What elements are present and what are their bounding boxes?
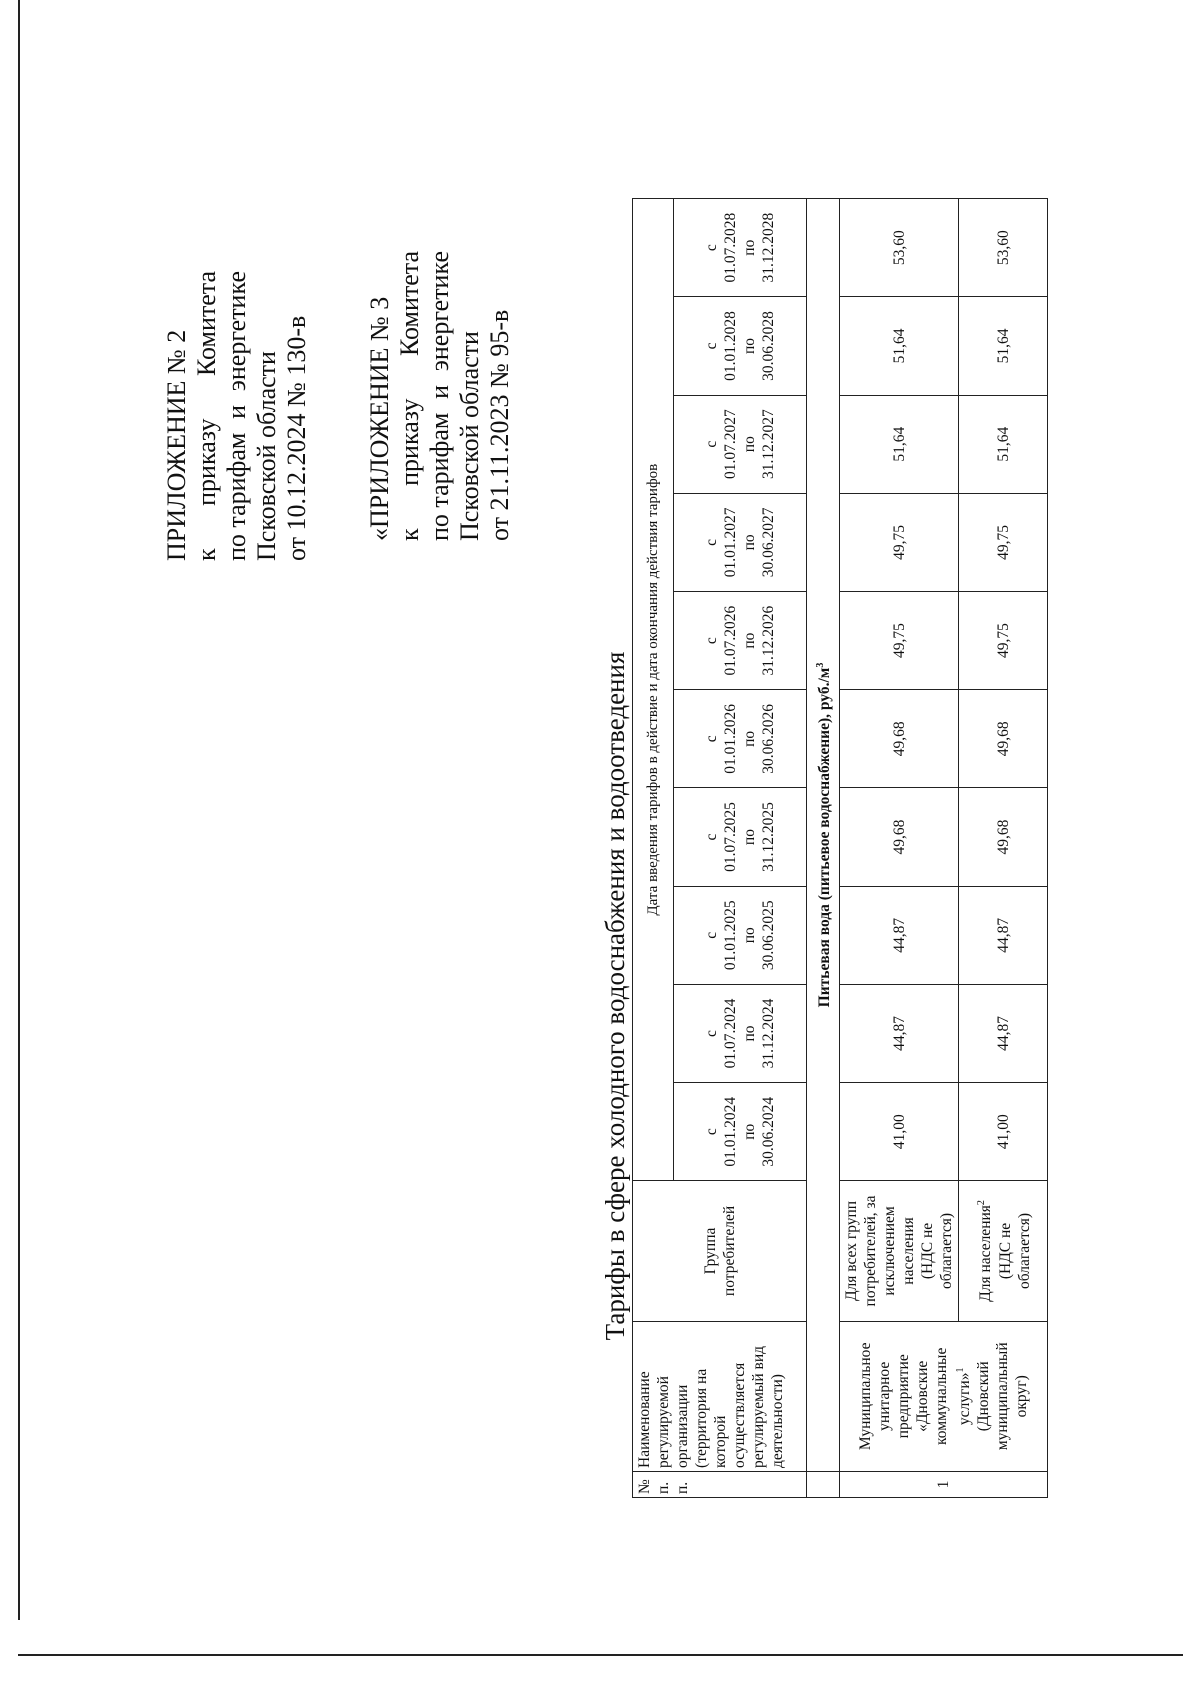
table-row <box>840 199 959 1498</box>
tariff-value: 49,68 <box>840 690 959 788</box>
period-header: с 01.07.2027 по 31.12.2027 <box>674 395 807 493</box>
tariff-value: 44,87 <box>959 886 1048 984</box>
appendix-previous-line4: от 21.11.2023 № 95-в <box>485 309 514 541</box>
tariff-value: 51,64 <box>959 395 1048 493</box>
header-dates: Дата введения тарифов в действие и дата окончания действия тарифов <box>633 199 674 1181</box>
appendix-previous-block <box>365 251 515 541</box>
period-header: с 01.07.2025 по 31.12.2025 <box>674 788 807 886</box>
period-header: с 01.01.2027 по 30.06.2027 <box>674 493 807 591</box>
tariff-value: 49,75 <box>840 493 959 591</box>
appendix-previous-title: «ПРИЛОЖЕНИЕ № 3 <box>365 296 394 541</box>
header-no: № п. п. <box>633 1471 807 1497</box>
tariff-value: 44,87 <box>840 886 959 984</box>
appendix-current-line3: Псковской области <box>252 351 281 561</box>
header-group: Группа потребителей <box>633 1181 807 1321</box>
tariff-value: 51,64 <box>840 297 959 395</box>
tariff-value: 41,00 <box>959 1083 1048 1181</box>
appendix-previous-line1: к приказу Комитета <box>395 251 424 541</box>
tariff-value: 49,68 <box>959 788 1048 886</box>
appendix-current-line4: от 10.12.2024 № 130-в <box>282 315 311 561</box>
table-row <box>959 199 1048 1498</box>
period-header: с 01.01.2026 по 30.06.2026 <box>674 690 807 788</box>
period-header: с 01.07.2024 по 31.12.2024 <box>674 984 807 1082</box>
appendix-current-line2: по тарифам и энергетике <box>222 271 251 561</box>
group-cell: Для населения$^2$ (НДС не облагается) <box>959 1181 1048 1321</box>
organization-cell: Муниципальное унитарное предприятие «Дновские коммунальные услуги»$^1$ (Дновский муниципальный округ) <box>840 1321 1048 1471</box>
tariff-value: 49,68 <box>840 788 959 886</box>
period-header: с 01.01.2028 по 30.06.2028 <box>674 297 807 395</box>
tariff-value: 53,60 <box>840 199 959 297</box>
tariff-value: 41,00 <box>840 1083 959 1181</box>
section-label: Питьевая вода (питьевое водоснабжение), $руб./м^3$ <box>807 199 840 1472</box>
appendix-current-line1: к приказу Комитета <box>192 271 221 561</box>
appendix-previous-line2: по тарифам и энергетике <box>425 251 454 541</box>
appendix-current-title: ПРИЛОЖЕНИЕ № 2 <box>162 329 191 561</box>
tariff-value: 44,87 <box>959 984 1048 1082</box>
period-header: с 01.07.2026 по 31.12.2026 <box>674 592 807 690</box>
tariff-value: 49,75 <box>959 592 1048 690</box>
header-organization: Наименование регулируемой организации (территория на которой осуществляется регулируемый вид деятельности) <box>633 1321 807 1471</box>
section-spacer <box>807 1471 840 1497</box>
appendix-current-block <box>162 271 312 561</box>
tariff-value: 53,60 <box>959 199 1048 297</box>
group-cell: Для всех групп потребителей, за исключением населения (НДС не облагается) <box>840 1181 959 1321</box>
row-number: 1 <box>840 1471 1048 1497</box>
tariff-value: 49,75 <box>840 592 959 690</box>
header-row-top <box>633 199 674 1498</box>
tariff-value: 44,87 <box>840 984 959 1082</box>
appendix-previous-line3: Псковской области <box>455 331 484 541</box>
period-header: с 01.01.2025 по 30.06.2025 <box>674 886 807 984</box>
tariff-table <box>632 198 1048 1498</box>
tariff-value: 49,75 <box>959 493 1048 591</box>
period-header: с 01.07.2028 по 31.12.2028 <box>674 199 807 297</box>
document-title: Тарифы в сфере холодного водоснабжения и водоотведения <box>600 651 630 1341</box>
period-header: с 01.01.2024 по 30.06.2024 <box>674 1083 807 1181</box>
section-row <box>807 199 840 1498</box>
tariff-value: 51,64 <box>959 297 1048 395</box>
tariff-value: 51,64 <box>840 395 959 493</box>
tariff-value: 49,68 <box>959 690 1048 788</box>
